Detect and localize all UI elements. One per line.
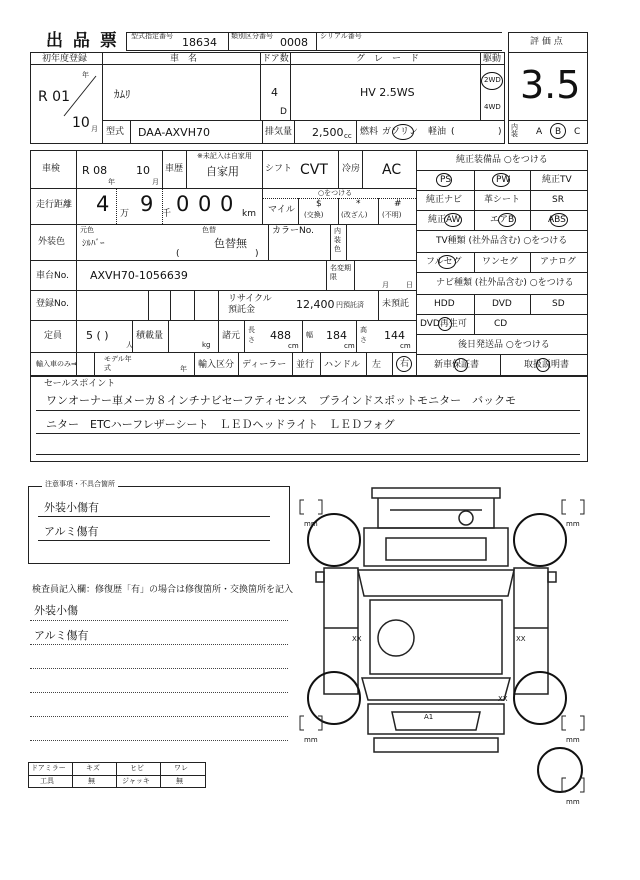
nav-dvd-play-circle [438,317,452,331]
doors-label: ドア数 [262,54,289,64]
nav-title: ナビ種類 (社外品含む) ○をつける [436,278,574,288]
equip-aw: 純正AW [428,215,461,225]
handle-label: ハンドル [324,360,361,370]
missing-header: ワレ [174,764,188,772]
orig-color-value: ｼﾙﾊﾞｰ [82,239,105,249]
width-unit: cm [344,342,355,350]
shaken-year-suffix: 年 [108,178,115,186]
nav-hdd: HDD [434,299,455,309]
shaken-month: 10 [136,164,150,177]
serial-number-label: シリアル番号 [320,32,362,40]
equip-pw-circle [492,173,510,187]
year-suffix: 年 [82,71,89,79]
nav-dvd-play: DVD再生可 [420,319,467,329]
right-label: 右 [400,359,410,369]
name-change-day: 日 [406,281,413,289]
score-value: 3.5 [520,63,581,107]
recycle-label: リサイクル預託金 [228,294,272,315]
sen-unit: 千 [162,209,172,219]
not-deposited: 未預託 [382,299,410,309]
sales-line-2: ニター ETCハーフレザーシート ＬＥＤヘッドライト ＬＥＤフォグ [46,418,395,431]
ac-label: 冷房 [342,164,361,174]
mileage-digit: 9 [140,192,154,216]
man-unit: 万 [120,209,130,219]
name-change-label: 名変期限 [330,264,351,281]
interior-label: 内装 [511,123,518,138]
door-type: D [280,107,287,117]
car-damage-diagram [290,478,620,818]
color-label: 外装色 [38,237,66,247]
sym-dollar: $ [316,199,322,209]
displacement-value: 2,500 [312,126,344,139]
person-unit: 人 [126,341,133,349]
fuel-value: ガソリン [382,127,419,137]
auth-number-value: 18634 [182,36,217,49]
displacement-label: 排気量 [265,127,293,137]
equip-nav: 純正ナビ [426,195,463,205]
later-manual-circle [536,358,550,372]
equip-aw-circle [444,213,462,227]
later-warranty: 新車保証書 [434,360,480,370]
first-reg-label: 初年度登録 [42,54,88,64]
tv-oneseg: ワンセグ [482,257,519,267]
tick-note: ○をつける [318,189,353,197]
month-suffix: 月 [91,125,98,133]
paren-open: ( [451,127,455,137]
sym-star: * [356,199,361,209]
sheet-title: 出 品 票 [46,31,119,51]
capacity-label: 定員 [44,331,63,341]
name-change-month: 月 [382,281,389,289]
date-slash [60,72,100,120]
later-title: 後日発送品 ○をつける [458,340,550,350]
grade-label: グ レ ー ド [356,54,420,64]
mileage-digit: 4 [96,192,110,216]
nav-cd: CD [494,319,508,329]
shaken-month-suffix: 月 [152,178,159,186]
orig-color-label: 元色 [80,226,94,234]
later-manual: 取扱説明書 [524,360,570,370]
interior-c: C [574,127,581,137]
tampered: (改ざん) [341,211,368,219]
caution-label: 注意事項・不具合箇所 [42,481,118,488]
missing-header: ドアミラー [31,764,66,772]
mileage-label: 走行距離 [36,200,73,210]
mileage-digit: 0 [220,192,234,216]
displacement-unit: cc [344,132,352,140]
length-unit: cm [288,342,299,350]
mm-label: mm [566,798,580,806]
chassis-label: 車台No. [36,271,69,281]
color-no-label: カラーNo. [272,226,314,236]
width-value: 184 [326,329,347,342]
shift-value: CVT [300,162,328,178]
model-label: 型式 [106,127,125,137]
history-label: 車歴 [165,164,184,174]
unknown: (不明) [382,211,402,219]
interior-a: A [536,127,543,137]
nav-dvd: DVD [492,299,512,309]
caution-line-1: 外装小傷有 [44,501,99,514]
equip-ps-circle [436,173,452,187]
ac-value: AC [382,162,402,178]
first-reg-month: 10 [72,115,90,131]
length-value: 488 [270,329,291,342]
fuel-label: 燃料 [360,127,379,137]
mm-label: mm [566,736,580,744]
car-name-label: 車 名 [170,54,198,64]
mile-label: マイル [268,205,295,215]
paint-value: 色替無 [214,237,247,250]
tv-analog: アナログ [540,257,577,267]
load-label: 積載量 [136,331,164,341]
km-unit: km [242,209,256,219]
paint-paren-open: ( [176,249,180,259]
chassis-value: AXVH70-1056639 [90,269,188,282]
missing-header: ヒビ [130,764,144,772]
tv-fullseg-circle [438,255,456,269]
auth-number-label: 型式指定番号 [131,32,173,40]
shift-label: シフト [265,164,293,174]
capacity-value: 5 ( ) [86,329,109,342]
missing-cell: 無 [88,777,95,785]
equip-pw: PW [496,175,511,185]
missing-cell: 無 [176,777,183,785]
doors-value: 4 [271,86,278,99]
score-label: 評 価 点 [530,37,563,47]
equip-ps: PS [440,175,452,185]
height-value: 144 [384,329,405,342]
model-year-suffix: 年 [180,365,187,373]
missing-cell: ジャッキ [122,777,150,785]
history-note: ※未記入は自家用 [197,152,252,160]
damage-mark: XX [498,695,508,703]
damage-mark: XX [516,635,526,643]
first-reg-era: R 01 [38,89,70,105]
equip-abs-circle [550,213,568,227]
inspector-label: 検査員記入欄：修復歴「有」の場合は修復箇所・交換箇所を記入 [32,585,294,595]
tv-fullseg: フルセグ [426,257,462,267]
length-label: 長さ [248,326,255,344]
mm-label: mm [304,520,318,528]
class-number-value: 0008 [280,36,308,49]
shaken-era: R 08 [82,164,108,177]
caution-line-2: アルミ傷有 [44,525,99,538]
paint-label: 色替 [202,226,216,234]
paren-close: ) [498,127,502,137]
equip-airbag-circle [498,213,516,227]
import-label: 輸入車のみ⇒ [36,360,77,368]
dealer-label: ディーラー [242,360,287,370]
later-warranty-circle [454,358,468,372]
header-top-line [126,32,502,33]
interior-b: B [555,127,562,137]
height-label: 高さ [360,326,367,344]
model-value: DAA-AXVH70 [138,126,210,139]
width-label: 幅 [306,331,313,339]
history-value: 自家用 [206,165,239,178]
mileage-digit: 0 [198,192,212,216]
tv-title: TV種類 (社外品含む) ○をつける [436,236,568,246]
class-number-label: 類別区分番号 [231,32,273,40]
equip-airbag: エアB [490,215,515,225]
kg-unit: kg [202,341,211,349]
damage-mark: XX [352,635,362,643]
grade-value: HV 2.5WS [360,86,415,99]
nav-sd: SD [552,299,565,309]
equip-tv: 純正TV [542,175,572,185]
parallel-label: 並行 [296,360,315,370]
sales-line-1: ワンオーナー車メーカ８インチナビセーフティセンス ブラインドスポットモニター バックモ [46,394,517,407]
sym-hash: # [394,199,402,209]
drive-2wd: 2WD [484,76,501,84]
damage-mark: A1 [424,713,434,721]
inspector-line-2: アルミ傷有 [34,629,89,642]
drive-label: 駆動 [483,54,502,64]
mm-label: mm [566,520,580,528]
recycle-value: 12,400 [296,298,335,311]
shaken-label: 車検 [42,164,61,174]
exchanged: (交換) [304,211,324,219]
missing-cell: 工具 [40,777,54,785]
equip-abs: ABS [548,215,566,225]
recycle-suffix: 円預託済 [336,301,364,309]
paint-paren-close: ) [255,249,259,259]
inspector-line-1: 外装小傷 [34,604,78,617]
fuel-circle [392,124,414,140]
reg-no-label: 登録No. [36,299,69,309]
interior-color-label: 内装色 [334,227,341,253]
left-label: 左 [372,360,382,370]
mileage-digit: 0 [176,192,190,216]
light-oil-label: 軽油 [428,127,447,137]
import-type-label: 輸入区分 [198,360,235,370]
dimension-label: 諸元 [222,331,241,341]
genuine-title: 純正装備品 ○をつける [456,155,548,165]
mm-label: mm [304,736,318,744]
sales-label: セールスポイント [44,379,116,389]
car-name-value: ｶﾑﾘ [114,88,131,101]
model-year-label: モデル年式 [104,355,132,372]
drive-4wd: 4WD [484,103,501,111]
header-bottom-line [126,50,502,51]
equip-leather: 革シート [484,195,521,205]
missing-header: キズ [86,764,100,772]
equip-sr: SR [552,195,564,205]
height-unit: cm [400,342,411,350]
